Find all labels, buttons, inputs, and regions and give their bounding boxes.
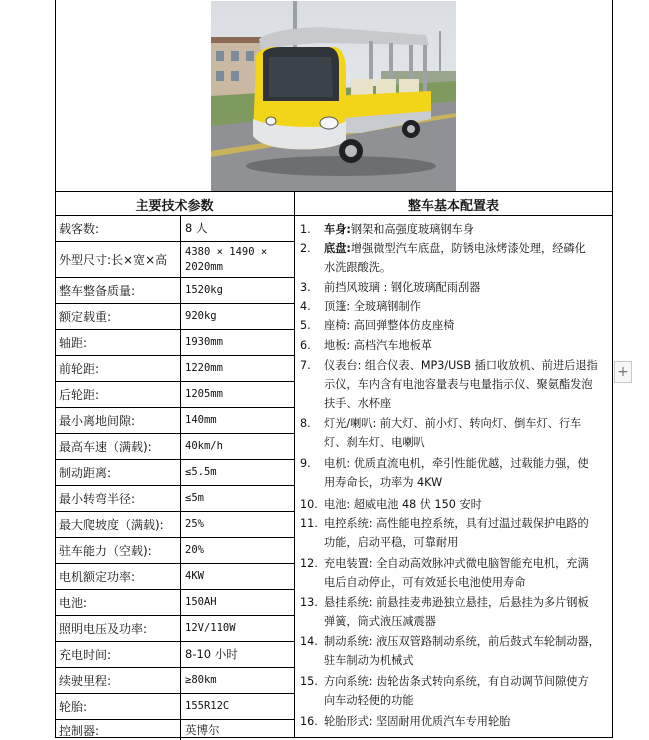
config-text — [324, 514, 608, 552]
spec-label: 控制器: — [55, 720, 181, 740]
spec-label: 最小转弯半径: — [55, 486, 181, 511]
spec-row — [55, 242, 294, 278]
config-line: 地板: 高档汽车地板革 — [324, 339, 433, 352]
config-line: 制动系统: 液压双管路制动系统，前后鼓式车轮制动器， — [324, 635, 600, 648]
specs-header: 主要技术参数 — [135, 198, 214, 214]
spec-label: 最小离地间隙: — [55, 408, 181, 433]
spec-label: 电池: — [55, 590, 181, 615]
spec-value: 150AH — [185, 596, 217, 608]
spec-row — [55, 408, 294, 434]
config-line — [324, 220, 608, 239]
config-text — [324, 278, 608, 297]
spec-row — [55, 460, 294, 486]
config-line: 向车动轻便的功能 — [324, 694, 414, 707]
config-text — [324, 712, 608, 731]
spec-value: 1520kg — [185, 284, 223, 296]
config-line: 前挡风玻璃 : 钢化玻璃配雨刮器 — [324, 281, 481, 294]
spec-row — [55, 356, 294, 382]
spec-row — [55, 694, 294, 720]
config-number: 16. — [300, 715, 318, 728]
spec-value: 1930mm — [185, 336, 223, 348]
config-number: 6. — [300, 339, 311, 352]
spec-label: 前轮距: — [55, 356, 181, 381]
config-text — [324, 593, 608, 631]
spec-row — [55, 564, 294, 590]
spec-label: 制动距离: — [55, 460, 181, 485]
config-text — [324, 239, 608, 277]
config-title: 车身: — [324, 223, 351, 236]
config-number: 9. — [300, 457, 311, 470]
spec-label: 后轮距: — [55, 382, 181, 407]
spec-value: ≥80km — [185, 674, 217, 686]
config-line: 悬挂系统: 前悬挂麦弗逊独立悬挂，后悬挂为多片钢板 — [324, 596, 589, 609]
config-line: 座椅: 高回弹整体仿皮座椅 — [324, 319, 455, 332]
spec-row — [55, 216, 294, 242]
config-text — [324, 554, 608, 592]
spec-value: 20% — [185, 544, 204, 556]
config-text — [324, 297, 608, 316]
spec-value: 155R12C — [185, 700, 230, 712]
config-line: 灯光/喇叭: 前大灯、前小灯、转向灯、倒车灯、行车 — [324, 417, 582, 430]
spec-value: 1205mm — [185, 388, 223, 400]
spec-value: 8-10 小时 — [185, 647, 238, 661]
spec-label: 最大爬坡度（满载): — [55, 512, 181, 537]
spec-value: 920kg — [185, 310, 217, 322]
spec-label: 照明电压及功率: — [55, 616, 181, 641]
config-number: 11. — [300, 517, 318, 530]
config-line-text: 钢架和高强度玻璃钢车身 — [350, 223, 474, 236]
config-line: 用寿命长，功率为 4KW — [324, 476, 443, 489]
spec-label: 最高车速（满载): — [55, 434, 181, 459]
config-line — [324, 239, 608, 258]
spec-row — [55, 382, 294, 408]
spec-row — [55, 720, 294, 740]
config-number: 5. — [300, 319, 311, 332]
config-text — [324, 336, 608, 355]
spec-value: 8 人 — [185, 221, 208, 235]
config-number: 4. — [300, 300, 311, 313]
spec-row — [55, 616, 294, 642]
config-text — [324, 454, 608, 492]
spec-value: ≤5.5m — [185, 466, 217, 478]
config-line: 仪表台: 组合仪表、MP3/USB 插口收放机、前进后退指 — [324, 359, 598, 372]
config-number: 13. — [300, 596, 318, 609]
config-number: 14. — [300, 635, 318, 648]
config-line: 充电装置: 全自动高效脉冲式微电脑智能充电机，充满 — [324, 557, 589, 570]
spec-label: 额定载重: — [55, 304, 181, 329]
config-line: 方向系统: 齿轮齿条式转向系统，有自动调节间隙使方 — [324, 675, 589, 688]
spec-value: 140mm — [185, 414, 217, 426]
spec-row — [55, 330, 294, 356]
spec-row — [55, 590, 294, 616]
spec-label: 轮胎: — [55, 694, 181, 719]
spec-row — [55, 668, 294, 694]
spec-row — [55, 486, 294, 512]
config-line: 电后自动停止，可有效延长电池使用寿命 — [324, 576, 526, 589]
config-line: 示仪，车内含有电池容量表与电量指示仪、聚氨酯发泡 — [324, 378, 593, 391]
spec-value: 25% — [185, 518, 204, 530]
spec-value: 40km/h — [185, 440, 223, 452]
spec-label: 轴距: — [55, 330, 181, 355]
config-line: 水洗跟酸洗。 — [324, 261, 392, 274]
config-line: 顶篷: 全玻璃钢制作 — [324, 300, 421, 313]
spec-label: 充电时间: — [55, 642, 181, 667]
spec-row — [55, 304, 294, 330]
config-number: 12. — [300, 557, 318, 570]
config-line-text: 增强微型汽车底盘，防锈电泳烤漆处理，经磷化 — [350, 242, 586, 255]
config-text — [324, 220, 608, 239]
spec-value: 英博尔 — [185, 722, 220, 737]
spec-label: 整车整备质量: — [55, 278, 181, 303]
specs-table — [55, 216, 294, 740]
config-text — [324, 316, 608, 335]
spec-value: 12V/110W — [185, 622, 236, 634]
spec-label: 电机额定功率: — [55, 564, 181, 589]
config-line: 灯、刹车灯、电喇叭 — [324, 436, 425, 449]
spec-value: 4380 × 1490 × 2020mm — [185, 245, 268, 273]
spec-label: 驻车能力（空载): — [55, 538, 181, 563]
spec-row — [55, 642, 294, 668]
spec-value: ≤5m — [185, 492, 204, 504]
config-text — [324, 356, 608, 413]
spec-label: 载客数: — [55, 216, 181, 241]
config-number: 8. — [300, 417, 311, 430]
expand-button[interactable]: + — [614, 361, 632, 383]
config-line: 电机: 优质直流电机，牵引性能优越，过载能力强，使 — [324, 457, 589, 470]
config-text — [324, 414, 608, 452]
spec-label: 续驶里程: — [55, 668, 181, 693]
spec-row — [55, 538, 294, 564]
spec-label: 外型尺寸:长×宽×高 — [55, 242, 181, 277]
config-number: 7. — [300, 359, 311, 372]
spec-row — [55, 512, 294, 538]
config-title: 底盘: — [324, 242, 351, 255]
config-text — [324, 672, 608, 710]
config-text — [324, 495, 608, 514]
spec-row — [55, 434, 294, 460]
config-number: 10. — [300, 498, 318, 511]
config-line: 驻车制动为机械式 — [324, 654, 414, 667]
config-text — [324, 632, 608, 670]
config-header: 整车基本配置表 — [407, 198, 499, 214]
config-line: 弹簧，筒式液压减震器 — [324, 615, 436, 628]
config-line: 扶手、水杯座 — [324, 397, 392, 410]
config-line: 功能，启动平稳，可靠耐用 — [324, 536, 459, 549]
config-number: 3. — [300, 281, 311, 294]
config-number: 15. — [300, 675, 318, 688]
config-line: 电池: 超威电池 48 伏 150 安时 — [324, 498, 482, 511]
config-number: 2. — [300, 242, 311, 255]
section-divider — [294, 192, 295, 738]
config-line: 轮胎形式: 坚固耐用优质汽车专用轮胎 — [324, 715, 511, 728]
spec-value: 1220mm — [185, 362, 223, 374]
config-line: 电控系统: 高性能电控系统，具有过温过载保护电路的 — [324, 517, 589, 530]
config-number: 1. — [300, 223, 311, 236]
spec-value: 4KW — [185, 570, 204, 582]
spec-row — [55, 278, 294, 304]
